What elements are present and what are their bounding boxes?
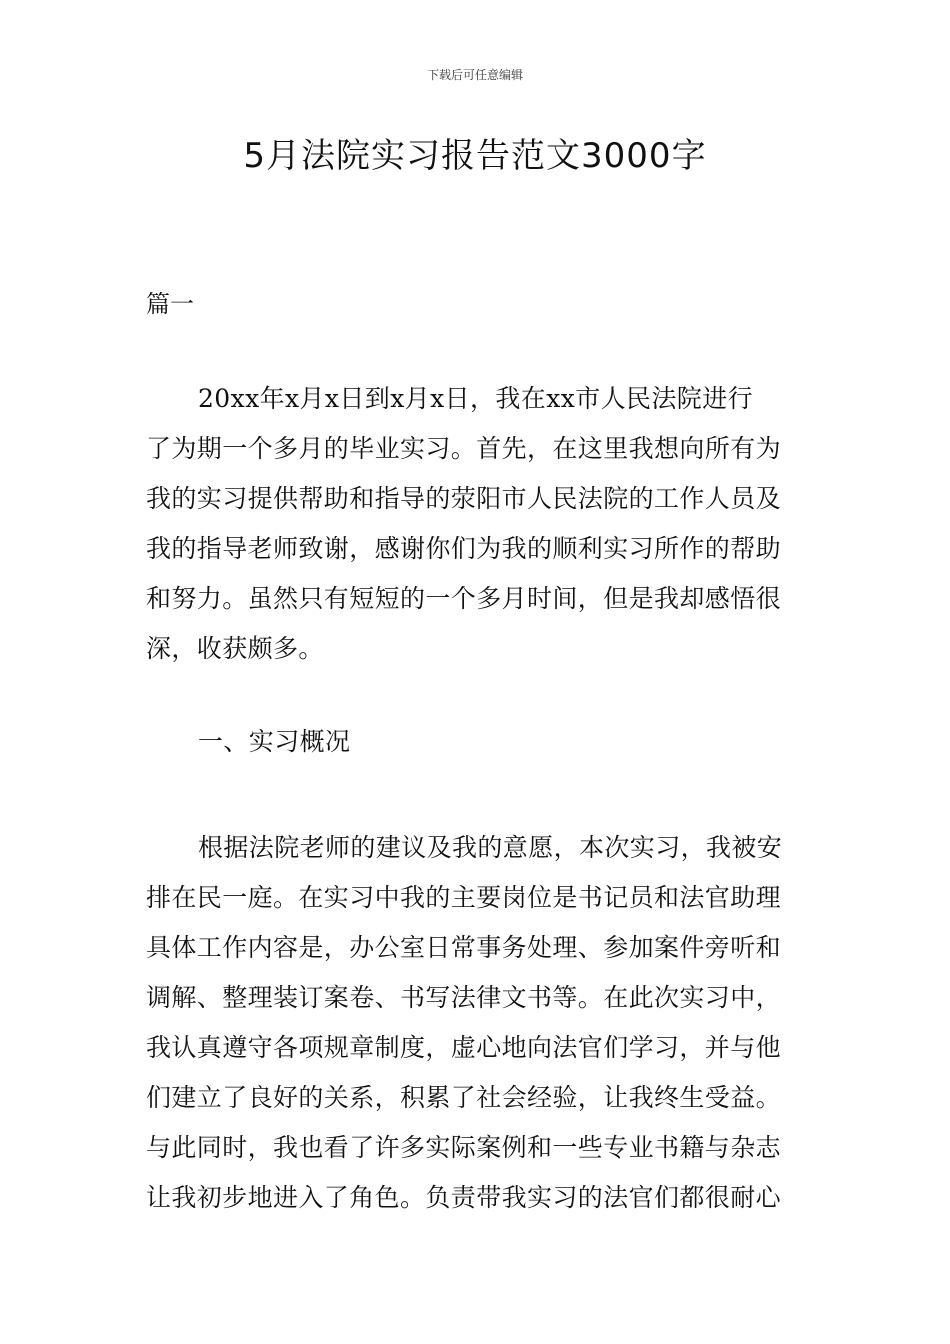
paragraph-line: 20xx年x月x日到x月x日，我在xx市人民法院进行: [198, 384, 754, 413]
paragraph-line: 具体工作内容是，办公室日常事务处理、参加案件旁听和: [146, 933, 782, 962]
paragraph-line: 我的实习提供帮助和指导的荥阳市人民法院的工作人员及: [146, 484, 782, 513]
header-note: 下载后可任意编辑: [426, 68, 523, 82]
paragraph-2: [146, 823, 810, 1223]
document-title: 5月法院实习报告范文3000字: [243, 136, 707, 176]
paragraph-line: 了为期一个多月的毕业实习。首先，在这里我想向所有为: [146, 434, 782, 463]
paragraph-line: 和努力。虽然只有短短的一个多月时间，但是我却感悟很: [146, 584, 782, 613]
paragraph-line: 让我初步地进入了角色。负责带我实习的法官们都很耐心: [146, 1183, 782, 1212]
paragraph-line: 我认真遵守各项规章制度，虚心地向法官们学习，并与他: [146, 1033, 782, 1062]
paragraph-line: 们建立了良好的关系，积累了社会经验，让我终生受益。: [146, 1083, 782, 1112]
paragraph-line: 与此同时，我也看了许多实际案例和一些专业书籍与杂志: [146, 1133, 782, 1162]
paragraph-line: 根据法院老师的建议及我的意愿，本次实习，我被安: [198, 833, 783, 862]
paragraph-line: 排在民一庭。在实习中我的主要岗位是书记员和法官助理: [146, 883, 782, 912]
paragraph-line: 我的指导老师致谢，感谢你们为我的顺利实习所作的帮助: [146, 534, 782, 563]
paragraph-1: [146, 374, 810, 674]
paragraph-line: 调解、整理装订案卷、书写法律文书等。在此次实习中，: [146, 983, 782, 1012]
paragraph-line: 深，收获颇多。: [146, 634, 324, 663]
section-label: 篇一: [146, 290, 194, 318]
section-heading: 一、实习概况: [198, 727, 351, 756]
